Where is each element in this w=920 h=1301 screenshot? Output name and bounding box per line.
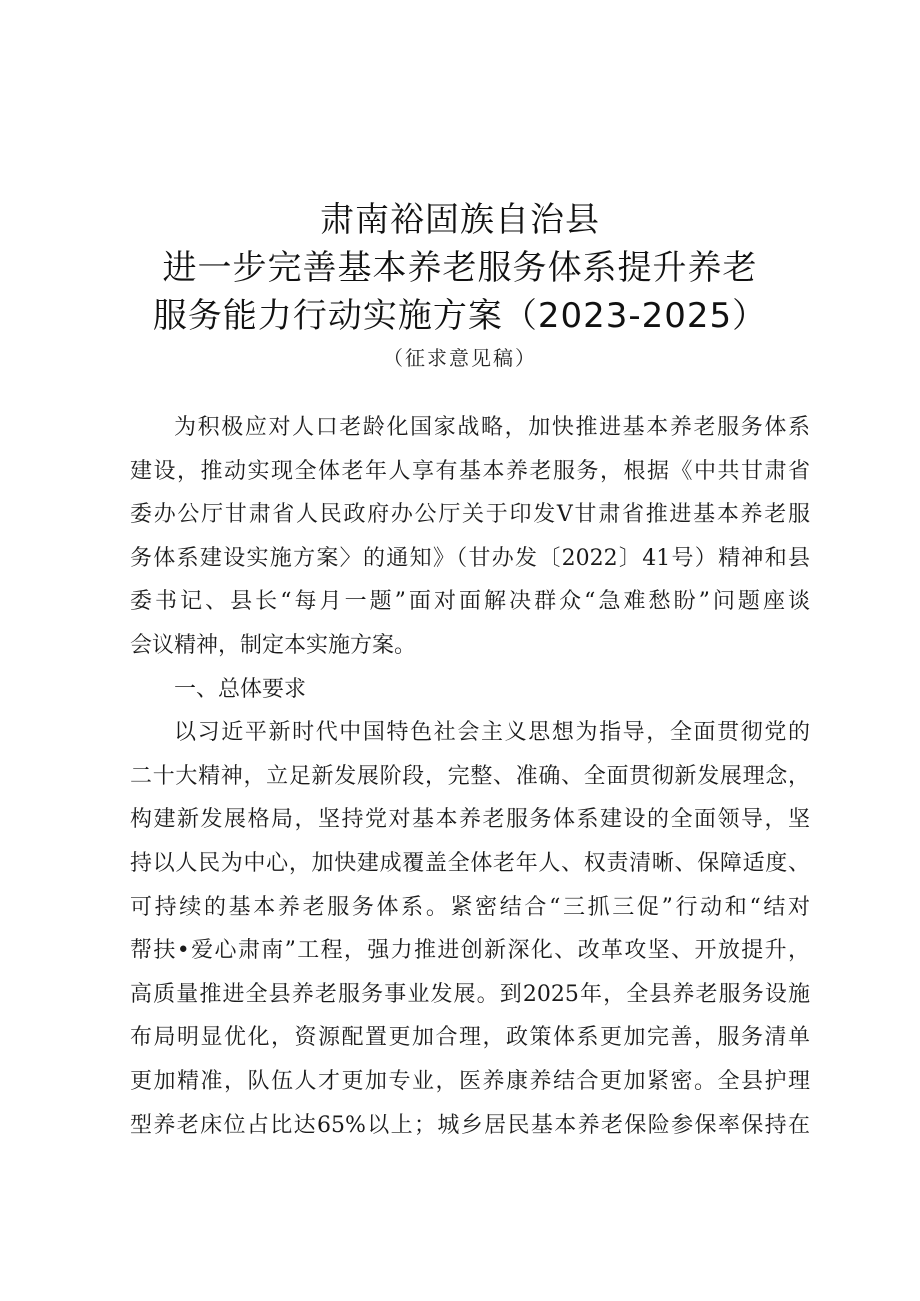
- body-line: 布局明显优化，资源配置更加合理，政策体系更加完善，服务清单: [130, 1025, 810, 1051]
- body-line: 会议精神，制定本实施方案。: [130, 632, 417, 658]
- body-line: 为积极应对人口老龄化国家战略，加快推进基本养老服务体系: [174, 415, 810, 440]
- title-block: [0, 196, 920, 372]
- body-line: 以习近平新时代中国特色社会主义思想为指导，全面贯彻党的: [174, 720, 810, 746]
- section-heading: 一、总体要求: [174, 676, 307, 702]
- body-line: 委书记、县长“每月一题”面对面解决群众“急难愁盼”问题座谈: [130, 589, 810, 615]
- body-line: 委办公厅甘肃省人民政府办公厅关于印发V甘肃省推进基本养老服: [130, 502, 810, 528]
- body-line: 更加精准，队伍人才更加专业，医养康养结合更加紧密。全县护理: [130, 1068, 810, 1094]
- document-title-line-3: 服务能力行动实施方案（2023-2025）: [152, 296, 768, 336]
- body-line: 帮扶•爱心肃南”工程，强力推进创新深化、改革攻坚、开放提升，: [130, 938, 810, 964]
- body-line: 持以人民为中心，加快建成覆盖全体老年人、权责清晰、保障适度、: [130, 850, 810, 876]
- document-body: [130, 406, 810, 1147]
- document-title-line-2: 进一步完善基本养老服务体系提升养老: [162, 248, 758, 288]
- document-subtitle: （征求意见稿）: [383, 346, 537, 370]
- body-line: 可持续的基本养老服务体系。紧密结合“三抓三促”行动和“结对: [130, 894, 810, 920]
- body-line: 务体系建设实施方案〉的通知》（甘办发〔2022〕41号）精神和县: [130, 545, 810, 571]
- body-line: 型养老床位占比达65%以上；城乡居民基本养老保险参保率保持在: [130, 1112, 810, 1138]
- body-line: 二十大精神，立足新发展阶段，完整、准确、全面贯彻新发展理念，: [130, 763, 810, 789]
- body-line: 建设，推动实现全体老年人享有基本养老服务，根据《中共甘肃省: [130, 458, 810, 484]
- document-title-line-1: 肃南裕固族自治县: [320, 200, 600, 240]
- body-line: 高质量推进全县养老服务事业发展。到2025年，全县养老服务设施: [130, 981, 810, 1007]
- body-line: 构建新发展格局，坚持党对基本养老服务体系建设的全面领导，坚: [130, 807, 810, 833]
